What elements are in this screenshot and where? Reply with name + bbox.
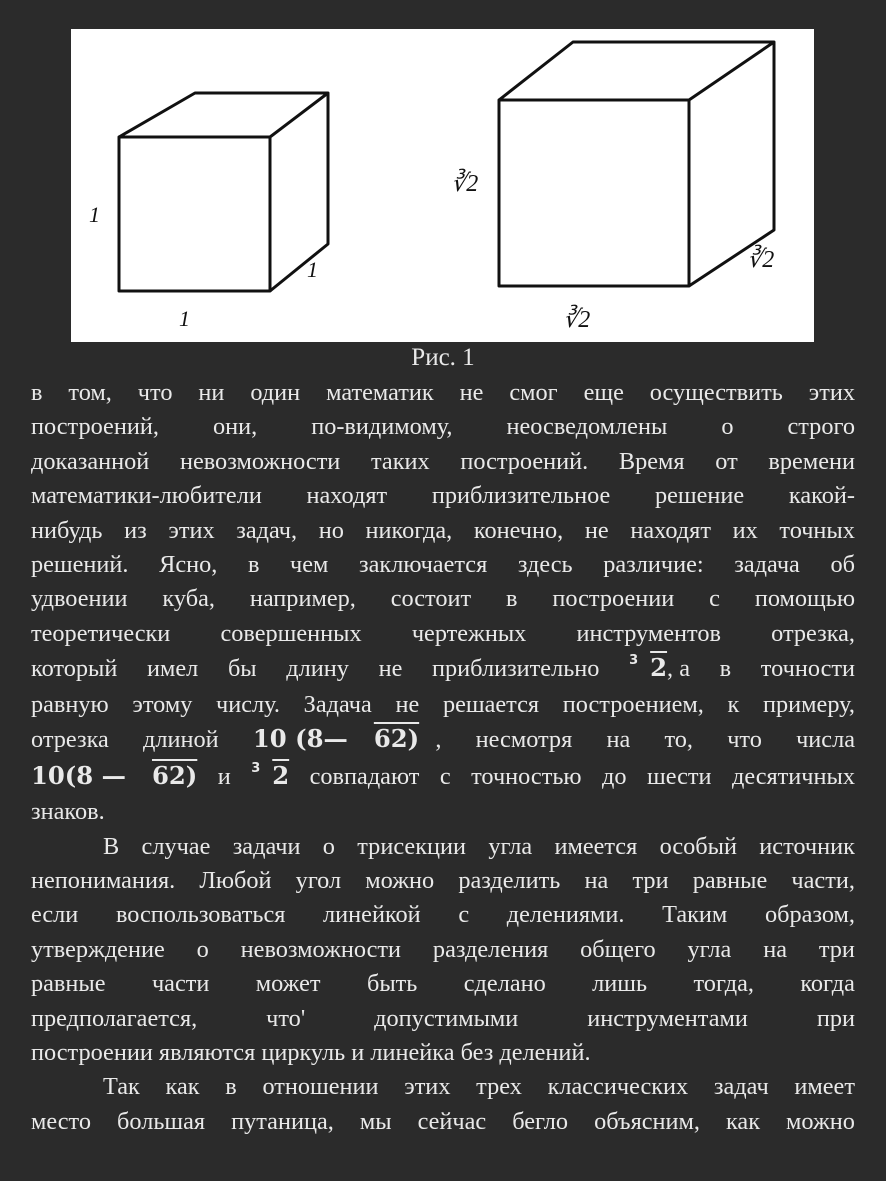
text-line (31, 933, 855, 967)
word: на (584, 867, 609, 895)
text-line (31, 688, 855, 722)
word: равные (692, 867, 768, 895)
word: можно (786, 1107, 855, 1135)
text-line (31, 864, 855, 898)
word: классических (547, 1073, 689, 1101)
word: точных (779, 516, 855, 544)
word: находят (306, 482, 388, 510)
large-cube-label-left: ∛2 (451, 171, 479, 197)
word: не (378, 655, 403, 683)
small-cube-label-right: 1 (307, 257, 318, 282)
word: сейчас (417, 1107, 487, 1135)
word: образом, (764, 901, 855, 929)
word: невозможности (240, 935, 402, 963)
text-line-paragraph-start (31, 1070, 855, 1104)
word: доказанной (31, 447, 150, 475)
word: что (727, 726, 762, 754)
word: заключается (359, 550, 488, 578)
word: о (196, 935, 209, 963)
word: этому (132, 690, 193, 718)
word: математик (326, 379, 434, 406)
expression: 10(8 — 62) (31, 760, 198, 790)
word: различие: (603, 550, 704, 578)
word: можно (365, 867, 435, 895)
word: имеется (554, 832, 638, 860)
word: построений, (31, 413, 159, 441)
word: линейкой (323, 901, 421, 929)
word: о (721, 413, 734, 441)
text-line (31, 1105, 855, 1139)
figure-cubes (71, 29, 814, 342)
word: путаница, (231, 1107, 334, 1135)
word: место (31, 1107, 91, 1135)
root-value: 2 (650, 653, 668, 683)
word: отрезка (31, 726, 109, 754)
word: осуществить (649, 379, 783, 406)
word: три (818, 935, 855, 963)
word: бы (227, 655, 257, 683)
text-line (31, 617, 855, 651)
text-line: знаков. (31, 798, 105, 826)
word: приблизительно (432, 655, 600, 683)
body-text (31, 376, 855, 1139)
text-line-expression (31, 759, 855, 796)
word: на (606, 726, 631, 754)
word: этих (808, 379, 855, 406)
word: с (709, 585, 720, 613)
word: конечно, (473, 516, 564, 544)
word: нибудь (31, 516, 103, 544)
word: , а (667, 655, 690, 683)
word: решается (442, 690, 540, 718)
word: математики-любители (31, 482, 262, 510)
word: не (395, 690, 420, 718)
word: с (458, 901, 470, 929)
text-line (31, 376, 855, 410)
word: находят (630, 516, 711, 544)
text-line (31, 1002, 855, 1036)
word: помощью (754, 585, 855, 613)
text-line (31, 582, 855, 616)
word: источник (759, 832, 855, 860)
word: например, (249, 585, 356, 613)
word: построений. (460, 447, 589, 475)
word: смог (509, 379, 558, 406)
word: совпадают (309, 762, 420, 790)
word: задача (734, 550, 800, 578)
word: Задача (303, 690, 372, 718)
word: по-видимому, (311, 413, 453, 441)
word: шести (646, 762, 712, 790)
word: В (103, 832, 120, 860)
word: в (247, 550, 260, 578)
word: в (225, 1073, 237, 1101)
word: числу. (216, 690, 280, 718)
word: и (217, 762, 231, 790)
word: три (632, 867, 669, 895)
word: десятичных (731, 762, 855, 790)
word: , (435, 726, 442, 754)
text-line-expression (31, 722, 855, 759)
word: ни (198, 379, 225, 406)
word: что (137, 379, 173, 406)
word: примеру, (763, 690, 855, 718)
word: не (459, 379, 484, 406)
cubes-drawing (71, 29, 814, 342)
word: разделения (432, 935, 549, 963)
expression: 10 (8— 62) (252, 724, 420, 754)
word: мы (359, 1107, 392, 1135)
word: этих (168, 516, 215, 544)
word: об (830, 550, 855, 578)
word: таких (371, 447, 430, 475)
large-cube-label-right: ∛2 (747, 247, 775, 273)
word: отрезка, (771, 619, 855, 647)
text-line (31, 898, 855, 932)
word: построением, (562, 690, 704, 718)
word: к (727, 690, 740, 718)
word: угла (687, 935, 732, 963)
text-line (31, 410, 855, 444)
root-index: 3 (251, 760, 261, 776)
word: совершенных (220, 619, 362, 647)
word: удвоении (31, 585, 128, 613)
word: непонимания. (31, 867, 176, 895)
word: Время (618, 447, 685, 475)
word: из (124, 516, 147, 544)
cube-root-expression (251, 759, 289, 798)
root-index: 3 (629, 653, 639, 669)
word: лишь (592, 970, 648, 998)
word: быть (366, 970, 418, 998)
word: отношении (262, 1073, 379, 1101)
root-value: 2 (272, 760, 290, 790)
word: числа (796, 726, 855, 754)
cube-root-expression (629, 651, 690, 690)
word: как (165, 1073, 200, 1101)
word: длиной (143, 726, 219, 754)
word: чем (290, 550, 329, 578)
text-line (31, 479, 855, 513)
word: точности (760, 655, 855, 683)
word: если (31, 901, 79, 929)
word: имел (146, 655, 199, 683)
word: допустимыми (374, 1004, 519, 1032)
small-cube-label-left: 1 (89, 202, 100, 227)
word: когда (800, 970, 855, 998)
word: трех (476, 1073, 522, 1101)
word: сделано (463, 970, 546, 998)
word: объясним, (594, 1107, 700, 1135)
word: части, (791, 867, 855, 895)
word: до (602, 762, 627, 790)
word: в (506, 585, 518, 613)
word: предполагается, (31, 1004, 198, 1032)
word: чертежных (411, 619, 527, 647)
word: бегло (512, 1107, 569, 1135)
word: случае (141, 832, 211, 860)
word: на (763, 935, 787, 963)
word: делениями. (506, 901, 625, 929)
word: равные (31, 970, 106, 998)
word: приблизительное (431, 482, 611, 510)
word: решение (655, 482, 745, 510)
word: большая (117, 1107, 206, 1135)
word: равную (31, 690, 109, 718)
word: воспользоваться (115, 901, 286, 929)
word: общего (580, 935, 656, 963)
word: что' (266, 1004, 306, 1032)
text-line (31, 548, 855, 582)
small-cube (119, 93, 328, 291)
word: при (816, 1004, 855, 1032)
word: разделить (458, 867, 561, 895)
large-cube (499, 42, 774, 286)
word: как (726, 1107, 761, 1135)
word: Ясно, (159, 550, 218, 578)
word: угол (295, 867, 342, 895)
word: один (250, 379, 301, 406)
word: теоретически (31, 619, 171, 647)
word: Так (103, 1073, 140, 1101)
text-line (31, 445, 855, 479)
word: может (255, 970, 321, 998)
word: задачи (232, 832, 301, 860)
word: неосведомлены (506, 413, 668, 441)
word: задач, (236, 516, 298, 544)
word: никогда, (365, 516, 453, 544)
word: утверждение (31, 935, 165, 963)
word: угла (488, 832, 533, 860)
word: задач (713, 1073, 769, 1101)
word: Любой (199, 867, 272, 895)
large-cube-label-bottom: ∛2 (563, 307, 591, 333)
word: они, (212, 413, 258, 441)
word: но (318, 516, 344, 544)
word: здесь (517, 550, 573, 578)
word: с (439, 762, 451, 790)
word: их (732, 516, 758, 544)
word: этих (404, 1073, 451, 1101)
text-line (31, 967, 855, 1001)
word: состоит (390, 585, 472, 613)
word: времени (768, 447, 855, 475)
word: не (584, 516, 609, 544)
word: то, (664, 726, 693, 754)
text-line-paragraph-start (31, 830, 855, 864)
text-line: построении являются циркуль и линейка без делений. (31, 1039, 591, 1067)
word: тогда, (693, 970, 754, 998)
word: особый (659, 832, 737, 860)
word: трисекции (357, 832, 467, 860)
figure-caption: Рис. 1 (411, 344, 475, 371)
text-line-cube-root (31, 651, 855, 688)
word: длину (286, 655, 349, 683)
word: имеет (794, 1073, 855, 1101)
word: несмотря (475, 726, 573, 754)
word: невозможности (179, 447, 341, 475)
word: части (151, 970, 210, 998)
word: в (31, 379, 43, 406)
word: Таким (662, 901, 728, 929)
small-cube-label-bottom: 1 (179, 306, 190, 331)
word: в (719, 655, 732, 683)
word: строго (787, 413, 855, 441)
word: построении (552, 585, 675, 613)
word: еще (583, 379, 624, 406)
word: инструментами (587, 1004, 748, 1032)
word: решений. (31, 550, 129, 578)
word: инструментов (576, 619, 721, 647)
word: том, (68, 379, 112, 406)
word: о (322, 832, 335, 860)
word: который (31, 655, 118, 683)
word: какой- (788, 482, 855, 510)
word: точностью (471, 762, 582, 790)
word: от (715, 447, 738, 475)
word: куба, (162, 585, 215, 613)
text-line (31, 514, 855, 548)
